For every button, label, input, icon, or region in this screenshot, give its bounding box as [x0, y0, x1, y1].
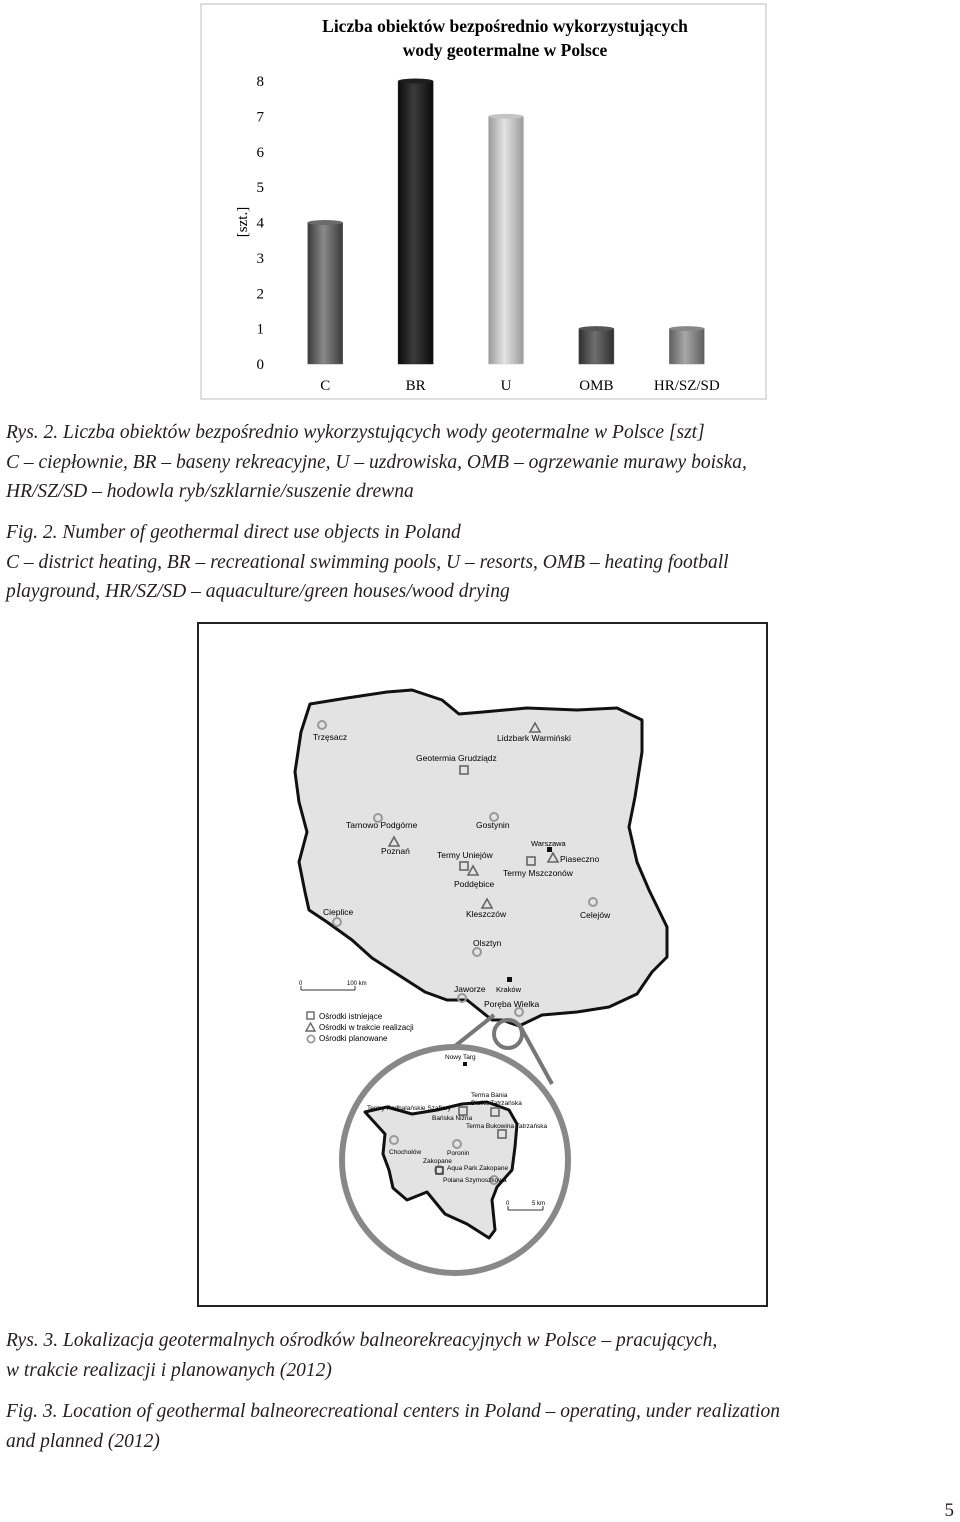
label-jaworze: Jaworze	[454, 984, 486, 994]
fig3-caption-pl-line-2: w trakcie realizacji i planowanych (2012)	[6, 1359, 332, 1381]
fig2-caption-en-line-2: C – district heating, BR – recreational swimming pools, U – resorts, OMB – heating football	[6, 551, 729, 573]
label-gostynin: Gostynin	[476, 820, 510, 830]
label-poreba: Poręba Wielka	[484, 999, 540, 1009]
inset-marker-nowy-targ	[463, 1062, 467, 1066]
marker-krakow	[507, 977, 512, 982]
y-tick-label: 6	[256, 144, 264, 161]
y-tick-label: 5	[256, 180, 264, 197]
y-axis-label: [szt.]	[235, 206, 251, 238]
y-tick-label: 8	[256, 74, 264, 90]
fig3-caption-pl	[6, 1326, 956, 1385]
page-number: 5	[944, 1500, 954, 1521]
label-tarnowo: Tarnowo Podgórne	[346, 820, 418, 830]
bar-top	[308, 220, 343, 225]
y-tick-label: 1	[256, 321, 264, 338]
inset-label-bialka-2: Białka Tatrzańska	[471, 1100, 522, 1107]
inset-label-poronin: Poronin	[447, 1150, 470, 1157]
bar-chart	[0, 0, 960, 405]
fig2-caption-en-line-1: Fig. 2. Number of geothermal direct use objects in Poland	[6, 522, 461, 543]
y-tick-label: 7	[256, 109, 264, 126]
bar-hr-sz-sd	[669, 329, 704, 364]
scale-start: 0	[299, 981, 303, 987]
y-ticks	[257, 74, 265, 373]
label-uniejow: Termy Uniejów	[437, 850, 493, 860]
y-tick-label: 2	[256, 286, 264, 303]
label-piaseczno: Piaseczno	[560, 854, 600, 864]
label-mszczonow: Termy Mszczonów	[503, 868, 573, 878]
bar-omb	[579, 329, 614, 364]
inset-label-zakopane: Zakopane	[423, 1158, 452, 1165]
fig2-caption-pl-line-1: Rys. 2. Liczba obiektów bezpośrednio wykorzystujących wody geotermalne w Polsce [szt]	[6, 422, 705, 443]
x-tick-label: BR	[405, 378, 426, 394]
inset-label-chocholow: Chochołów	[389, 1149, 422, 1156]
fig2-caption-en-line-3: playground, HR/SZ/SD – aquaculture/green houses/wood drying	[6, 581, 510, 602]
inset-label-szymoszkowa: Polana Szymoszkowa	[443, 1177, 507, 1184]
label-kleszczow: Kleszczów	[466, 909, 507, 919]
fig3-caption-en-line-2: and planned (2012)	[6, 1430, 160, 1452]
legend-existing: Ośrodki istniejące	[319, 1012, 383, 1021]
label-lidzbark: Lidzbark Warmiński	[497, 733, 571, 743]
inset-label-bialka-1: Terma Bania	[471, 1092, 508, 1099]
label-trzesacz: Trzęsacz	[313, 732, 348, 742]
legend-planned: Ośrodki planowane	[319, 1034, 388, 1043]
legend-under-construction: Ośrodki w trakcie realizacji	[319, 1023, 414, 1032]
inset-label-aquapark: Aqua Park Zakopane	[447, 1165, 509, 1172]
bar-top	[669, 326, 704, 331]
chart-title-line-1: Liczba obiektów bezpośrednio wykorzystujących	[322, 16, 688, 36]
scale-end: 100 km	[347, 981, 367, 987]
bar-top	[579, 326, 614, 331]
inset-label-szaflary: Termy Podhalańskie Szaflary	[367, 1105, 451, 1112]
bar-br	[398, 81, 433, 364]
bar-u	[489, 116, 524, 364]
fig2-caption-pl-line-3: HR/SZ/SD – hodowla ryb/szklarnie/suszenie drewna	[6, 481, 414, 502]
inset-label-bukowina: Terma Bukowina Tatrzańska	[466, 1123, 548, 1130]
fig2-caption-en	[6, 518, 956, 607]
label-poznan: Poznań	[381, 846, 410, 856]
label-grudziadz: Geotermia Grudziądz	[416, 753, 497, 763]
inset-label-nowy-targ: Nowy Targ	[445, 1054, 476, 1061]
fig2-caption-pl-line-2: C – ciepłownie, BR – baseny rekreacyjne, U – uzdrowiska, OMB – ogrzewanie murawy boiska,	[6, 451, 747, 473]
inset-label-banska: Bańska Niżna	[432, 1115, 473, 1122]
fig3-caption-en	[6, 1397, 956, 1456]
label-celejow: Celejów	[580, 910, 611, 920]
bar-c	[308, 223, 343, 365]
fig3-caption-pl-line-1: Rys. 3. Lokalizacja geotermalnych ośrodków balneorekreacyjnych w Polsce – pracujących,	[6, 1330, 718, 1351]
fig2-caption-pl	[6, 418, 956, 507]
label-olsztyn: Olsztyn	[473, 938, 502, 948]
bar-top	[489, 114, 524, 119]
poland-map	[197, 622, 769, 1309]
label-krakow: Kraków	[496, 985, 522, 994]
label-poddebice: Poddębice	[454, 879, 495, 889]
x-tick-label: U	[500, 378, 512, 394]
bar-top	[398, 79, 433, 84]
label-warszawa: Warszawa	[531, 839, 566, 848]
chart-title-line-2: wody geotermalne w Polsce	[402, 40, 608, 60]
fig3-caption-en-line-1: Fig. 3. Location of geothermal balneorecreational centers in Poland – operating, under realization	[6, 1401, 780, 1422]
y-tick-label: 3	[256, 250, 264, 267]
x-tick-label: OMB	[579, 378, 614, 394]
inset-scale-start: 0	[506, 1201, 510, 1207]
y-tick-label: 0	[256, 357, 264, 373]
label-cieplice: Cieplice	[323, 907, 354, 917]
x-tick-label: HR/SZ/SD	[653, 378, 720, 394]
x-tick-label: C	[320, 378, 331, 394]
y-tick-label: 4	[256, 215, 264, 232]
inset-scale-end: 5 km	[532, 1201, 546, 1207]
